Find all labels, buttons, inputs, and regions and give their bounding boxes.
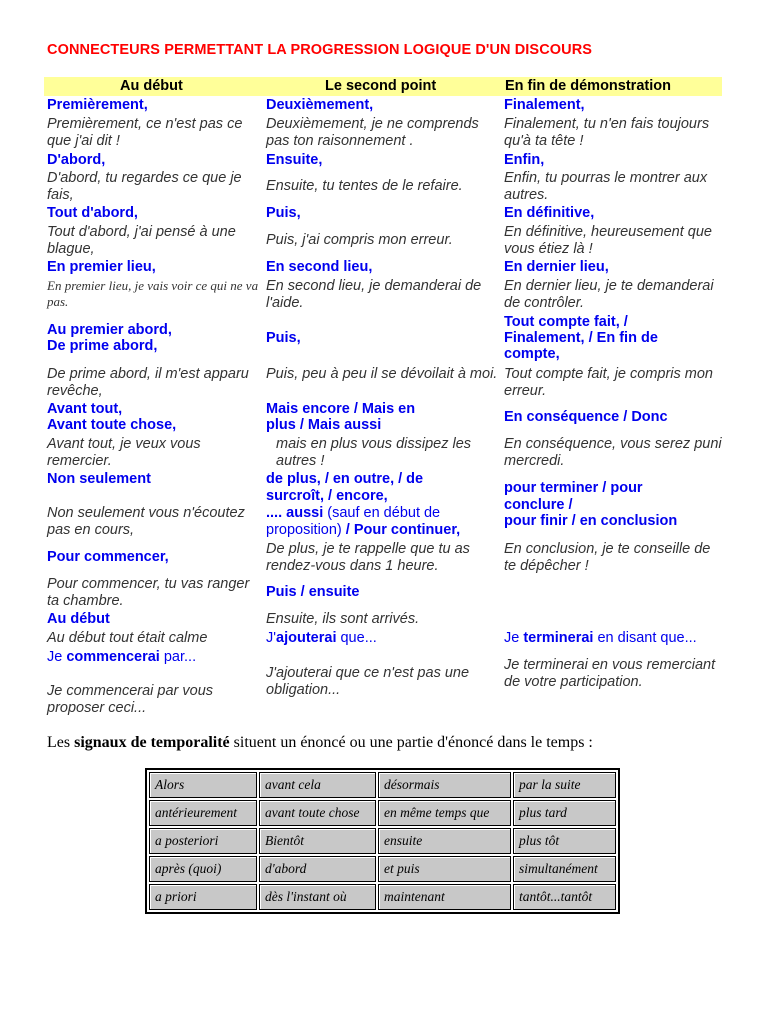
connector-keyword: Avant tout, bbox=[47, 401, 123, 417]
table-row bbox=[149, 856, 616, 882]
connector-keyword: de plus, / en outre, / de bbox=[266, 471, 424, 487]
connector-phrase: Je commencerai par... bbox=[47, 649, 197, 665]
table-cell: désormais bbox=[378, 772, 511, 798]
connector-example: Puis, j'ai compris mon erreur. bbox=[266, 232, 453, 248]
connector-example: En dernier lieu, je te demanderai de contrôler. bbox=[504, 278, 714, 311]
connector-keyword: Enfin, bbox=[504, 152, 545, 168]
connector-keyword: Finalement, bbox=[504, 97, 585, 113]
connector-keyword: En dernier lieu, bbox=[504, 259, 609, 275]
connector-example: Puis, peu à peu il se dévoilait à moi. bbox=[266, 366, 498, 382]
connector-keyword: pour finir / en conclusion bbox=[504, 513, 678, 529]
column-header-second-point: Le second point bbox=[325, 78, 437, 94]
connector-keyword: Premièrement, bbox=[47, 97, 148, 113]
connector-keyword: Deuxièmement, bbox=[266, 97, 374, 113]
table-cell: avant cela bbox=[259, 772, 376, 798]
connector-keyword: plus / Mais aussi bbox=[266, 417, 382, 433]
connector-keyword: Pour commencer, bbox=[47, 549, 169, 565]
connector-example: En conclusion, je te conseille de te dépêcher ! bbox=[504, 541, 711, 574]
connector-keyword: conclure / bbox=[504, 497, 573, 513]
connector-keyword: Ensuite, bbox=[266, 152, 323, 168]
connector-keyword: Puis, bbox=[266, 330, 301, 346]
connector-keyword: En définitive, bbox=[504, 205, 595, 221]
connector-keyword: Puis, bbox=[266, 205, 301, 221]
connector-keyword: En second lieu, bbox=[266, 259, 373, 275]
connector-keyword: Mais encore / Mais en bbox=[266, 401, 416, 417]
table-cell: après (quoi) bbox=[149, 856, 257, 882]
connector-keyword: Finalement, / En fin de bbox=[504, 330, 658, 346]
table-cell: ensuite bbox=[378, 828, 511, 854]
connector-keyword: Au début bbox=[47, 611, 110, 627]
connector-example: Avant tout, je veux vous remercier. bbox=[47, 436, 201, 469]
connector-keyword: Puis / ensuite bbox=[266, 584, 360, 600]
connector-keyword: Tout compte fait, / bbox=[504, 314, 628, 330]
connector-example: D'abord, tu regardes ce que je fais, bbox=[47, 170, 242, 203]
column-header-fin-demonstration: En fin de démonstration bbox=[505, 78, 671, 94]
connector-example: Premièrement, ce n'est pas ce que j'ai dit ! bbox=[47, 116, 243, 149]
table-cell: antérieurement bbox=[149, 800, 257, 826]
column-header-au-debut: Au début bbox=[120, 78, 183, 94]
connector-phrase: Je terminerai en disant que... bbox=[504, 630, 697, 646]
table-cell: dès l'instant où bbox=[259, 884, 376, 910]
table-cell: d'abord bbox=[259, 856, 376, 882]
connector-keyword: Au premier abord, bbox=[47, 322, 172, 338]
connector-example: En second lieu, je demanderai de l'aide. bbox=[266, 278, 482, 311]
table-cell: en même temps que bbox=[378, 800, 511, 826]
connector-phrase: proposition) / Pour continuer, bbox=[266, 522, 461, 538]
connector-example: Tout compte fait, je compris mon erreur. bbox=[504, 366, 713, 399]
connector-example: Deuxièmement, je ne comprends pas ton raisonnement . bbox=[266, 116, 479, 149]
table-cell: maintenant bbox=[378, 884, 511, 910]
connector-example: Je terminerai en vous remerciant de votre participation. bbox=[504, 657, 716, 690]
table-cell: simultanément bbox=[513, 856, 616, 882]
connector-example: Finalement, tu n'en fais toujours qu'à ta tête ! bbox=[504, 116, 710, 149]
connector-example: De prime abord, il m'est apparu revêche, bbox=[47, 366, 249, 399]
table-row bbox=[149, 772, 616, 798]
connector-keyword: D'abord, bbox=[47, 152, 106, 168]
connector-example: mais en plus vous dissipez les autres ! bbox=[276, 436, 472, 469]
connector-keyword: En premier lieu, bbox=[47, 259, 156, 275]
connector-keyword: compte, bbox=[504, 346, 560, 362]
connector-example: Tout d'abord, j'ai pensé à une blague, bbox=[47, 224, 236, 257]
connector-example: De plus, je te rappelle que tu as rendez-vous dans 1 heure. bbox=[266, 541, 470, 574]
table-row bbox=[149, 800, 616, 826]
connector-example: Je commencerai par vous proposer ceci... bbox=[47, 683, 214, 716]
connector-example: J'ajouterai que ce n'est pas une obligation... bbox=[266, 665, 470, 698]
connector-example: En premier lieu, je vais voir ce qui ne va pas. bbox=[47, 278, 259, 309]
connector-example: Ensuite, tu tentes de le refaire. bbox=[266, 178, 463, 194]
table-cell: plus tôt bbox=[513, 828, 616, 854]
page-title: CONNECTEURS PERMETTANT LA PROGRESSION LOGIQUE D'UN DISCOURS bbox=[47, 42, 593, 58]
table-cell: plus tard bbox=[513, 800, 616, 826]
table-row bbox=[149, 828, 616, 854]
connector-keyword: De prime abord, bbox=[47, 338, 158, 354]
connector-keyword: Non seulement bbox=[47, 471, 151, 487]
table-cell: et puis bbox=[378, 856, 511, 882]
table-cell: Bientôt bbox=[259, 828, 376, 854]
connector-example: Non seulement vous n'écoutez pas en cours, bbox=[47, 505, 245, 538]
table-cell: a priori bbox=[149, 884, 257, 910]
connector-example: Au début tout était calme bbox=[47, 630, 208, 646]
connector-example: Enfin, tu pourras le montrer aux autres. bbox=[504, 170, 708, 203]
table-cell: a posteriori bbox=[149, 828, 257, 854]
connector-phrase: J'ajouterai que... bbox=[266, 630, 377, 646]
connector-keyword: surcroît, / encore, bbox=[266, 488, 388, 504]
connector-example: Ensuite, ils sont arrivés. bbox=[266, 611, 420, 627]
table-cell: tantôt...tantôt bbox=[513, 884, 616, 910]
connector-example: Pour commencer, tu vas ranger ta chambre. bbox=[47, 576, 250, 609]
connector-keyword: En conséquence / Donc bbox=[504, 409, 668, 425]
connector-phrase: .... aussi (sauf en début de bbox=[266, 505, 441, 521]
connector-keyword: Avant toute chose, bbox=[47, 417, 177, 433]
connector-example: En conséquence, vous serez puni mercredi. bbox=[504, 436, 722, 469]
connector-example: En définitive, heureusement que vous étiez là ! bbox=[504, 224, 712, 257]
table-row bbox=[149, 884, 616, 910]
connector-keyword: pour terminer / pour bbox=[504, 480, 643, 496]
table-cell: Alors bbox=[149, 772, 257, 798]
connector-keyword: Tout d'abord, bbox=[47, 205, 138, 221]
temporality-paragraph: Les signaux de temporalité situent un énoncé ou une partie d'énoncé dans le temps : bbox=[47, 734, 593, 751]
table-cell: avant toute chose bbox=[259, 800, 376, 826]
table-cell: par la suite bbox=[513, 772, 616, 798]
temporal-signals-table bbox=[145, 768, 620, 914]
